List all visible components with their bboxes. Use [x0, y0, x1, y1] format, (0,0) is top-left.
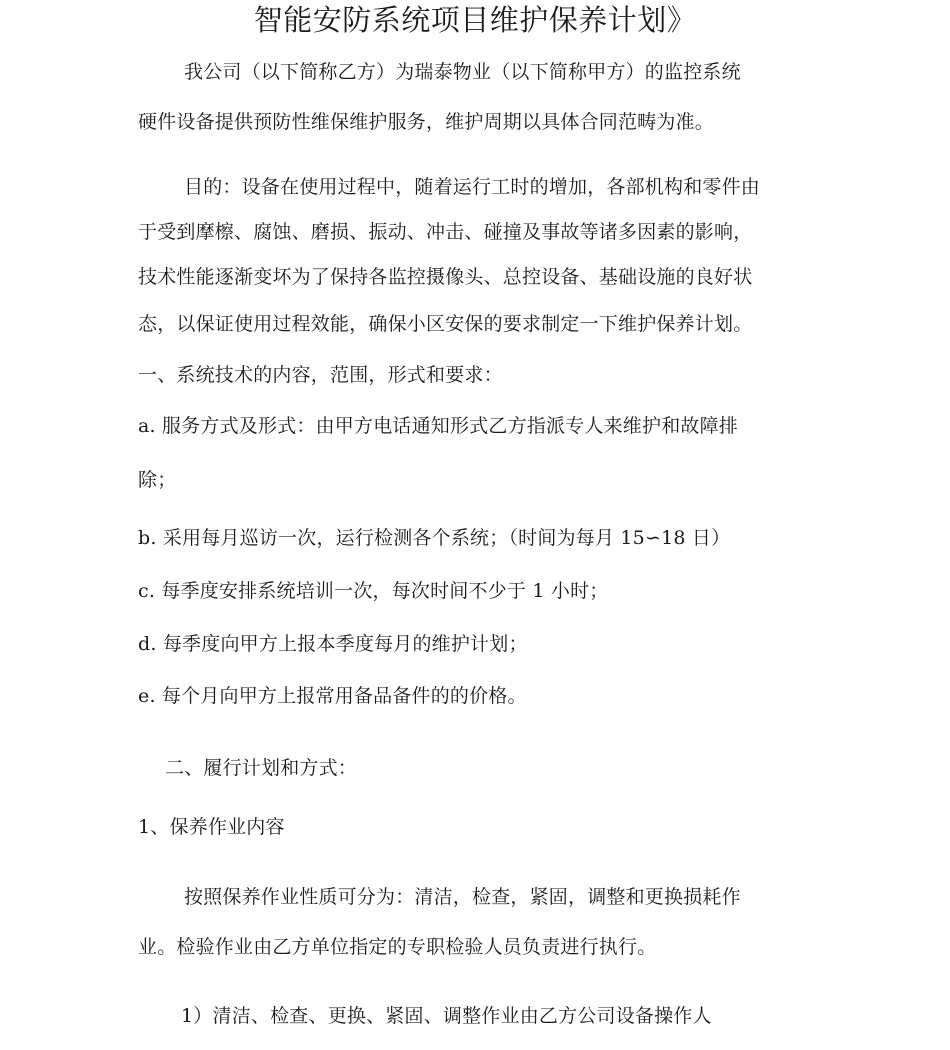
paragraph-line: 我公司（以下简称乙方）为瑞泰物业（以下简称甲方）的监控系统	[184, 61, 741, 83]
list-item: d. 每季度向甲方上报本季度每月的维护计划；	[138, 633, 528, 655]
paragraph-line: 业。检验作业由乙方单位指定的专职检验人员负责进行执行。	[138, 936, 657, 958]
list-item: b. 采用每月巡访一次，运行检测各个系统；（时间为每月 15∽18 日）	[138, 527, 731, 549]
subsection-heading: 1、保养作业内容	[138, 816, 285, 838]
paragraph-line: 硬件设备提供预防性维保维护服务，维护周期以具体合同范畴为准。	[138, 111, 715, 133]
section-heading: 一、系统技术的内容，范围，形式和要求：	[138, 364, 503, 386]
paragraph-line: 按照保养作业性质可分为：清洁，检查，紧固，调整和更换损耗作	[184, 886, 741, 908]
section-heading: 二、履行计划和方式：	[165, 757, 358, 779]
paragraph-line: 目的：设备在使用过程中，随着运行工时的增加，各部机构和零件由	[184, 176, 761, 198]
paragraph-line: 1）清洁、检查、更换、紧固、调整作业由乙方公司设备操作人	[181, 1005, 712, 1027]
list-item: a. 服务方式及形式：由甲方电话通知形式乙方指派专人来维护和故障排	[138, 415, 739, 437]
paragraph-line: 技术性能逐渐变坏为了保持各监控摄像头、总控设备、基础设施的良好状	[138, 266, 753, 288]
document-title: 智能安防系统项目维护保养计划》	[253, 3, 697, 37]
list-item: e. 每个月向甲方上报常用备品备件的的价格。	[138, 685, 527, 707]
list-item-continuation: 除；	[138, 469, 177, 491]
paragraph-line: 态，以保证使用过程效能，确保小区安保的要求制定一下维护保养计划。	[138, 313, 753, 335]
list-item: c. 每季度安排系统培训一次，每次时间不少于 1 小时；	[138, 580, 609, 602]
paragraph-line: 于受到摩檫、腐蚀、磨损、振动、冲击、碰撞及事故等诸多因素的影响，	[138, 221, 753, 243]
